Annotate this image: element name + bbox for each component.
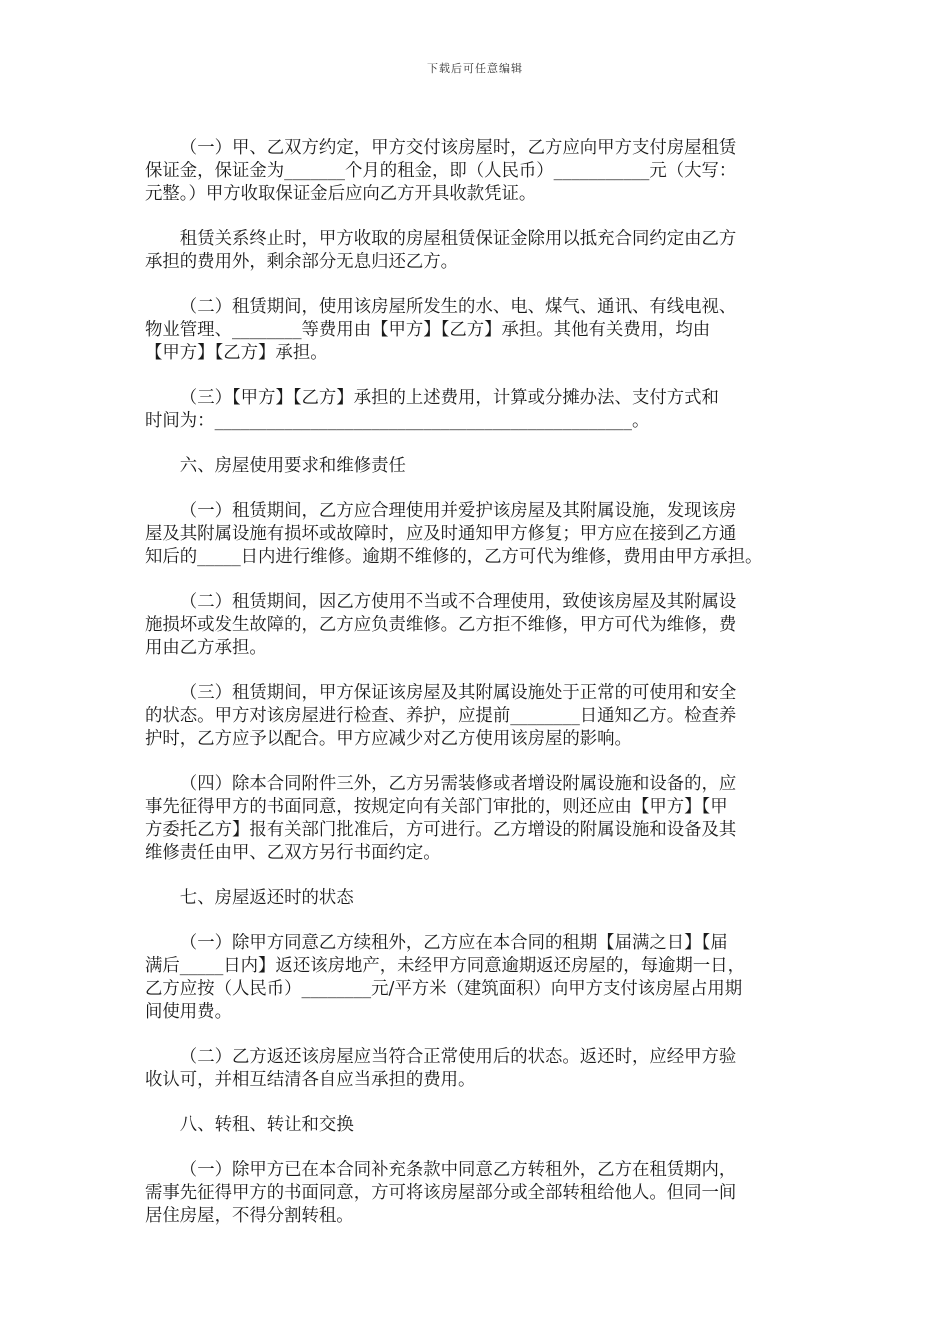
paragraph-line: 保证金，保证金为_______个月的租金，即（人民币）___________元（大写： xyxy=(145,161,737,181)
paragraph-line: 六、房屋使用要求和维修责任 xyxy=(179,456,406,476)
paragraph-line: 时间为：________________________________________________。 xyxy=(145,411,650,431)
paragraph-line: 满后_____日内】返还该房地产，未经甲方同意逾期返还房屋的，每逾期一日， xyxy=(145,956,745,976)
paragraph-line: 居住房屋，不得分割转租。 xyxy=(145,1206,354,1226)
paragraph-line: 方委托乙方】报有关部门批准后，方可进行。乙方增设的附属设施和设备及其 xyxy=(145,820,737,840)
paragraph-line: （二）租赁期间，使用该房屋所发生的水、电、煤气、通讯、有线电视、 xyxy=(179,297,737,317)
paragraph-line: 间使用费。 xyxy=(145,1002,232,1022)
paragraph xyxy=(145,932,817,1024)
section-heading xyxy=(145,887,817,910)
paragraph-line: 【甲方】【乙方】承担。 xyxy=(145,343,328,363)
paragraph-line: 知后的_____日内进行维修。逾期不维修的，乙方可代为维修，费用由甲方承担。 xyxy=(145,547,763,567)
paragraph-line: 用由乙方承担。 xyxy=(145,638,267,658)
paragraph xyxy=(145,773,817,865)
section-heading xyxy=(145,455,817,478)
paragraph-line: 施损坏或发生故障的，乙方应负责维修。乙方拒不维修，甲方可代为维修，费 xyxy=(145,615,737,635)
paragraph-line: 元整。）甲方收取保证金后应向乙方开具收款凭证。 xyxy=(145,184,537,204)
paragraph-line: 需事先征得甲方的书面同意，方可将该房屋部分或全部转租给他人。但同一间 xyxy=(145,1183,737,1203)
paragraph-line: （一）除甲方同意乙方续租外，乙方应在本合同的租期【届满之日】【届 xyxy=(179,933,728,953)
paragraph xyxy=(145,137,817,206)
paragraph-line: （二）乙方返还该房屋应当符合正常使用后的状态。返还时，应经甲方验 xyxy=(179,1047,737,1067)
section-heading xyxy=(145,1114,817,1137)
paragraph-line: 承担的费用外，剩余部分无息归还乙方。 xyxy=(145,252,459,272)
paragraph xyxy=(145,500,817,569)
paragraph-line: 屋及其附属设施有损坏或故障时，应及时通知甲方修复；甲方应在接到乙方通 xyxy=(145,524,737,544)
paragraph-line: （一）甲、乙双方约定，甲方交付该房屋时，乙方应向甲方支付房屋租赁 xyxy=(179,138,737,158)
paragraph-line: （三）【甲方】【乙方】承担的上述费用，计算或分摊办法、支付方式和 xyxy=(179,388,719,408)
paragraph-line: （三）租赁期间，甲方保证该房屋及其附属设施处于正常的可使用和安全 xyxy=(179,683,737,703)
paragraph-line: 收认可，并相互结清各自应当承担的费用。 xyxy=(145,1070,476,1090)
paragraph xyxy=(145,228,817,274)
paragraph-line: 租赁关系终止时，甲方收取的房屋租赁保证金除用以抵充合同约定由乙方 xyxy=(179,229,737,249)
paragraph xyxy=(145,682,817,751)
paragraph xyxy=(145,1159,817,1228)
paragraph xyxy=(145,296,817,365)
paragraph-line: （二）租赁期间，因乙方使用不当或不合理使用，致使该房屋及其附属设 xyxy=(179,592,737,612)
paragraph-line: 事先征得甲方的书面同意，按规定向有关部门审批的，则还应由【甲方】【甲 xyxy=(145,797,728,817)
paragraph-line: 护时，乙方应予以配合。甲方应减少对乙方使用该房屋的影响。 xyxy=(145,729,632,749)
paragraph xyxy=(145,387,817,433)
paragraph-line: 八、转租、转让和交换 xyxy=(179,1115,354,1135)
paragraph-line: 七、房屋返还时的状态 xyxy=(179,888,354,908)
paragraph-line: 物业管理、________等费用由【甲方】【乙方】承担。其他有关费用，均由 xyxy=(145,320,711,340)
paragraph-line: （四）除本合同附件三外，乙方另需装修或者增设附属设施和设备的，应 xyxy=(179,774,737,794)
page-header: 下载后可任意编辑 xyxy=(427,62,523,75)
paragraph-line: 乙方应按（人民币）________元/平方米（建筑面积）向甲方支付该房屋占用期 xyxy=(145,979,743,999)
paragraph-line: 的状态。甲方对该房屋进行检查、养护，应提前________日通知乙方。检查养 xyxy=(145,706,737,726)
document-body xyxy=(145,137,817,1250)
paragraph xyxy=(145,591,817,660)
paragraph xyxy=(145,1046,817,1092)
paragraph-line: （一）除甲方已在本合同补充条款中同意乙方转租外，乙方在租赁期内， xyxy=(179,1160,737,1180)
paragraph-line: （一）租赁期间，乙方应合理使用并爱护该房屋及其附属设施，发现该房 xyxy=(179,501,737,521)
paragraph-line: 维修责任由甲、乙双方另行书面约定。 xyxy=(145,843,441,863)
